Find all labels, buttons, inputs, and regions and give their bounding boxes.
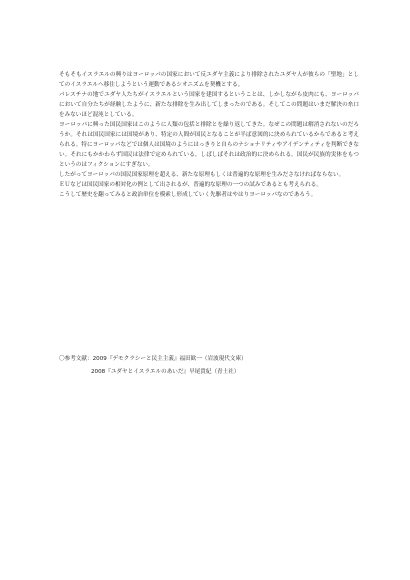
reference-item: [59, 353, 359, 366]
references-section: [59, 353, 359, 379]
paragraph-nation-state: ヨーロッパに興った国民国家はこのように人類の包括と排除とを繰り返してきた。なぜこの問題は解消されないのだろうか。それは国民国家には国境があり、特定の人間が国民となることが半ば意図的に決められているからであると考えられる。特にヨーロッパなどでは個人は国境のようにはっきりと自らのナショナリティやアイデンティティを判断できない。それにもかかわらず国民は法律で定められている。しばしばそれは政治的に決められる。国民が民族的実体をもつというのはフィクションにすぎない。: [59, 122, 359, 168]
paragraph-palestine: パレスチナの地でユダヤ人たちがイスラエルという国家を建国するということは、しかしながら皮肉にも、ヨーロッパにおいて自分たちが経験したように、新たな排除を生み出してしまったのである。そしてこの問題はいまだ解決の糸口をみないほど混沌としている。: [59, 92, 359, 118]
reference-item: [59, 366, 359, 379]
references-label: 〇参考文献：: [59, 356, 93, 362]
paragraph-zionism: そもそもイスラエルの興りはヨーロッパの国家において反ユダヤ主義により排除されたユダヤ人が彼らの「聖地」としてのイスラエルへ移住しようという運動であるシオニズムを契機とする。: [59, 72, 359, 88]
essay-body: [59, 70, 359, 200]
reference-text: 2009『デモクラシーと民主主義』福田歓一（岩波現代文庫）: [92, 356, 247, 362]
paragraph-eu: ＥＵなどは国民国家の相対化の例として出されるが、普遍的な原理の一つの試みであるとも考えられる。: [59, 182, 322, 188]
reference-text: 2008『ユダヤとイスラエルのあいだ』早尾貴紀（青土社）: [91, 369, 240, 375]
document-page: [59, 70, 359, 200]
paragraph-conclusion: こうして歴史を翻ってみると政治単位を模索し形成していく先駆者はやはりヨーロッパなのであろう。: [59, 192, 317, 198]
paragraph-new-principle: したがってヨーロッパの国民国家原理を超える、新たな原理もしくは普遍的な原理を生みださなければならない。: [59, 172, 345, 178]
